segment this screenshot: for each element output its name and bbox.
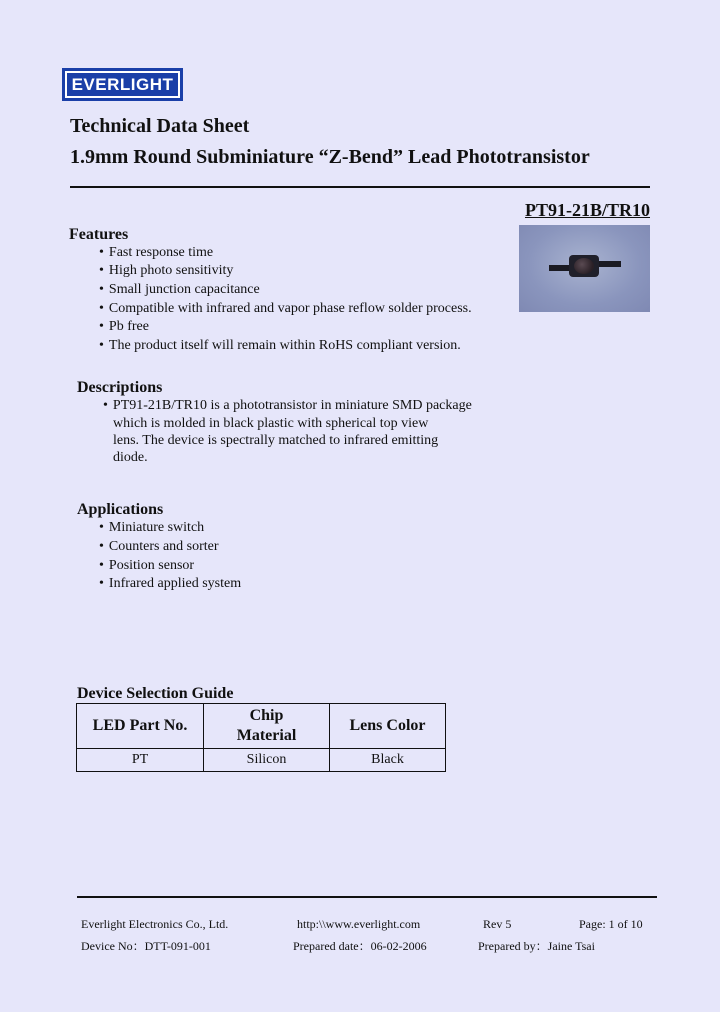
device-selection-table [76, 703, 446, 772]
footer-rev: Rev 5 [483, 917, 512, 931]
footer-company: Everlight Electronics Co., Ltd. [81, 917, 229, 931]
application-item: • Counters and sorter [99, 539, 219, 554]
cell-lens-color: Black [330, 749, 446, 772]
component-lens [574, 258, 594, 274]
footer-prepared-date: Prepared date：06-02-2006 [293, 939, 427, 953]
application-item: • Miniature switch [99, 520, 205, 535]
footer-url: http:\\www.everlight.com [297, 917, 421, 931]
cell-chip-material: Silicon [204, 749, 330, 772]
header-lens-color: Lens Color [330, 704, 446, 749]
logo-text: EVERLIGHT [65, 71, 180, 98]
everlight-logo [62, 68, 183, 101]
product-photo [519, 225, 650, 312]
selection-guide-heading: Device Selection Guide [77, 685, 234, 702]
footer-divider [77, 896, 657, 898]
application-item: • Infrared applied system [99, 576, 242, 591]
table-header-row [77, 704, 446, 749]
feature-item: • High photo sensitivity [99, 263, 234, 278]
description-line: lens. The device is spectrally matched to infrared emitting [113, 433, 439, 448]
description-line: which is molded in black plastic with spherical top view [113, 416, 429, 431]
document-type-title: Technical Data Sheet [70, 115, 250, 137]
feature-item: • Fast response time [99, 245, 214, 260]
footer-page: Page: 1 of 10 [579, 917, 643, 931]
feature-item: • Compatible with infrared and vapor phase reflow solder process. [99, 301, 472, 316]
application-item: • Position sensor [99, 558, 195, 573]
features-heading: Features [69, 226, 129, 243]
descriptions-heading: Descriptions [77, 379, 163, 396]
table-row [77, 749, 446, 772]
header-divider [70, 186, 650, 188]
applications-heading: Applications [77, 501, 164, 518]
product-title: 1.9mm Round Subminiature “Z-Bend” Lead Phototransistor [70, 146, 590, 168]
feature-item: • Pb free [99, 319, 149, 334]
description-line: • PT91-21B/TR10 is a phototransistor in miniature SMD package [103, 398, 472, 413]
header-led-part-no: LED Part No. [77, 704, 204, 749]
footer-prepared-by: Prepared by：Jaine Tsai [478, 939, 595, 953]
footer-device-no: Device No：DTT-091-001 [81, 939, 211, 953]
cell-part-no: PT [77, 749, 204, 772]
header-chip-material: Chip Material [204, 704, 330, 749]
feature-item: • The product itself will remain within RoHS compliant version. [99, 338, 461, 353]
description-line: diode. [113, 450, 148, 465]
part-number: PT91-21B/TR10 [524, 200, 650, 220]
feature-item: • Small junction capacitance [99, 282, 260, 297]
